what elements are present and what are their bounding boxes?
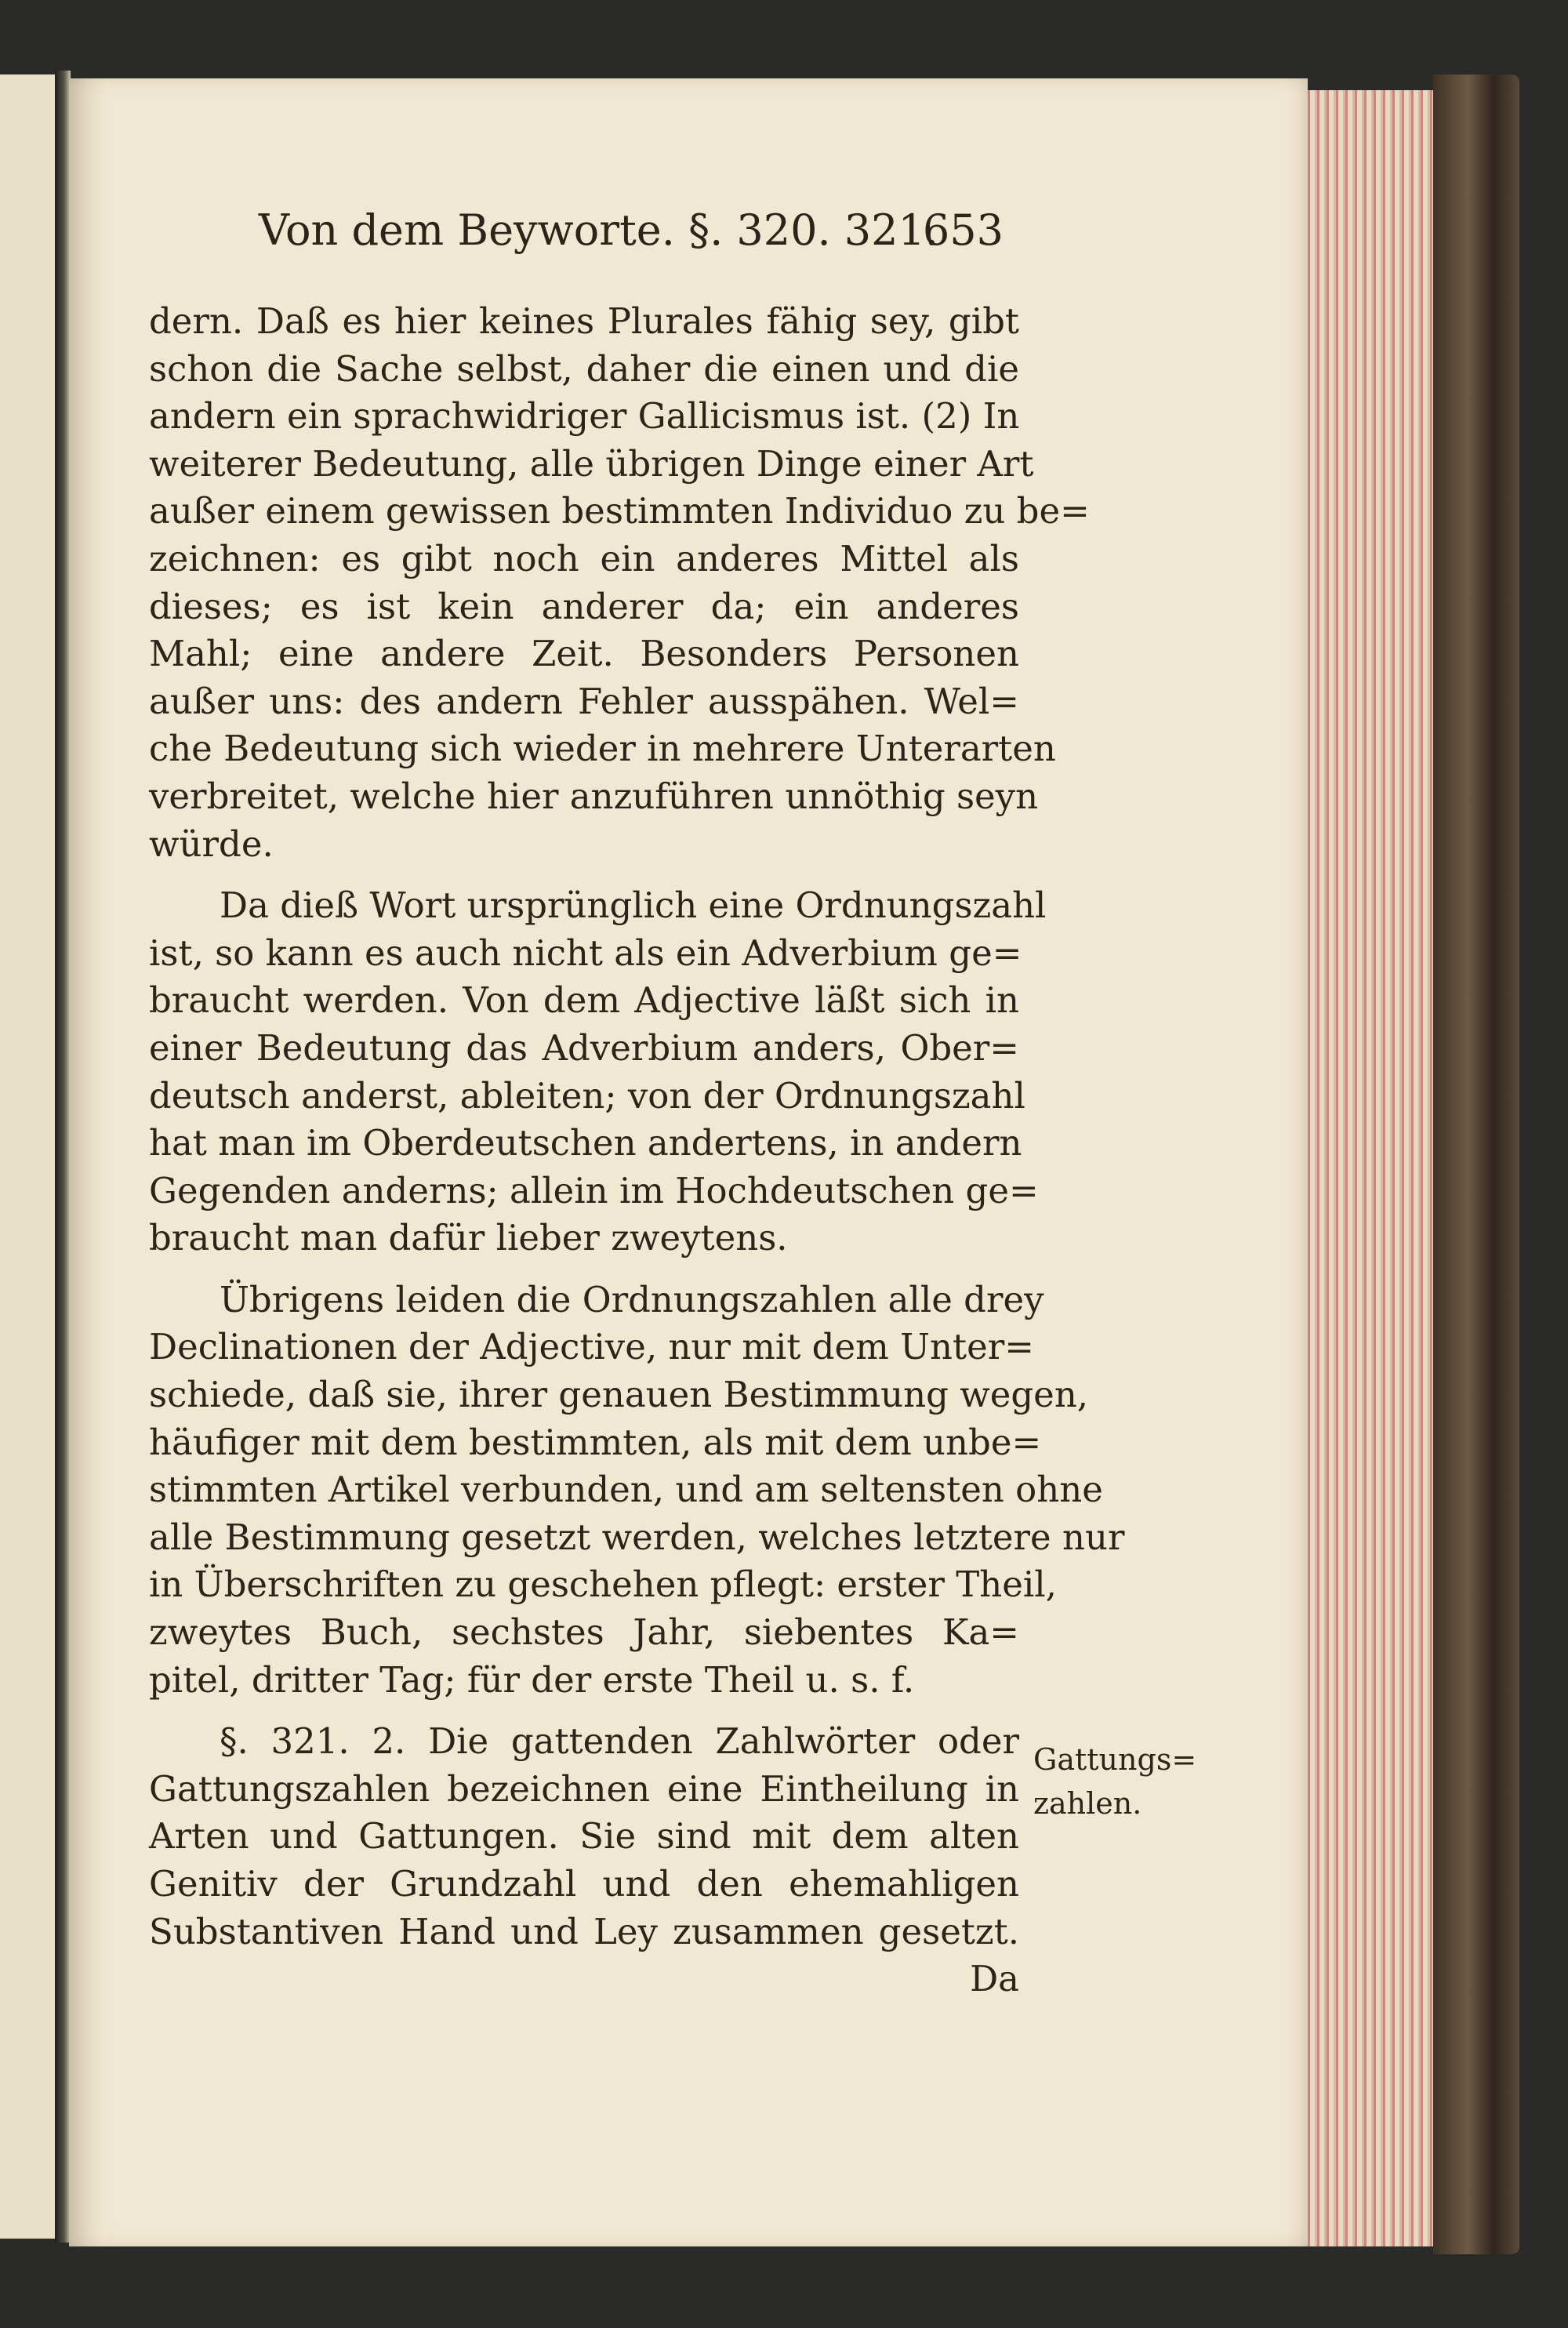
book-cover [1433, 74, 1519, 2254]
text-line: Da dieß Wort ursprünglich eine Ordnungszahl [220, 884, 1047, 927]
text-line: einer Bedeutung das Adverbium anders, Ober= [149, 1026, 1019, 1069]
paragraph [149, 882, 1047, 1262]
page-edges [1308, 90, 1436, 2246]
text-line: Genitiv der Grundzahl und den ehemahligen [149, 1863, 1019, 1905]
text-line: verbreitet, welche hier anzuführen unnöthig seyn [149, 775, 1039, 817]
text-line: Gattungszahlen bezeichnen eine Eintheilung in [149, 1767, 1019, 1810]
margin-note-line: Gattungs= [1033, 1742, 1197, 1777]
text-line: außer einem gewissen bestimmten Individuo zu be= [149, 490, 1090, 532]
text-line: außer uns: des andern Fehler ausspähen. Wel= [149, 680, 1019, 722]
book-gutter [55, 71, 71, 2243]
facing-page-edge [0, 74, 58, 2239]
paragraph [149, 1718, 1019, 1956]
text-line: schon die Sache selbst, daher die einen und die [149, 347, 1019, 390]
text-line: deutsch anderst, ableiten; von der Ordnungszahl [149, 1074, 1025, 1117]
running-header [259, 205, 1004, 268]
text-line: Arten und Gattungen. Sie sind mit dem alten [149, 1815, 1019, 1858]
text-line: zweytes Buch, sechstes Jahr, siebentes Ka= [149, 1611, 1019, 1654]
text-line: dern. Daß es hier keines Plurales fähig sey, gibt [149, 300, 1019, 342]
text-line: Substantiven Hand und Ley zusammen gesetzt. [149, 1910, 1019, 1952]
text-line: weiterer Bedeutung, alle übrigen Dinge einer Art [149, 442, 1034, 485]
margin-note [1033, 1738, 1197, 1825]
text-line: braucht werden. Von dem Adjective läßt sich in [149, 979, 1019, 1022]
text-line: alle Bestimmung gesetzt werden, welches letztere nur [149, 1516, 1125, 1558]
text-line: che Bedeutung sich wieder in mehrere Unterarten [149, 728, 1056, 770]
text-line: §. 321. 2. Die gattenden Zahlwörter oder [220, 1720, 1019, 1763]
text-line: dieses; es ist kein anderer da; ein anderes [149, 585, 1019, 627]
text-line: Declinationen der Adjective, nur mit dem Unter= [149, 1326, 1034, 1368]
catchword: Da [970, 1958, 1019, 2000]
page-number: 653 [922, 205, 1004, 255]
text-line: stimmten Artikel verbunden, und am seltensten ohne [149, 1469, 1103, 1511]
text-line: schiede, daß sie, ihrer genauen Bestimmung wegen, [149, 1374, 1089, 1416]
text-line: häufiger mit dem bestimmten, als mit dem unbe= [149, 1421, 1042, 1463]
text-line: Übrigens leiden die Ordnungszahlen alle drey [220, 1278, 1044, 1320]
paragraph [149, 1277, 1125, 1704]
text-line: zeichnen: es gibt noch ein anderes Mittel als [149, 537, 1019, 579]
paragraph [149, 298, 1090, 868]
text-line: Gegenden anderns; allein im Hochdeutschen ge= [149, 1169, 1039, 1211]
margin-note-line: zahlen. [1033, 1786, 1142, 1821]
text-line: andern ein sprachwidriger Gallicismus ist. (2) In [149, 395, 1020, 438]
text-line: hat man im Oberdeutschen andertens, in andern [149, 1122, 1022, 1164]
text-line: pitel, dritter Tag; für der erste Theil u. s. f. [149, 1658, 915, 1701]
header-title: Von dem Beyworte. §. 320. 321. [259, 205, 939, 255]
text-line: ist, so kann es auch nicht als ein Adverbium ge= [149, 932, 1022, 974]
text-line: Mahl; eine andere Zeit. Besonders Personen [149, 633, 1019, 675]
text-line: braucht man dafür lieber zweytens. [149, 1217, 788, 1259]
text-line: in Überschriften zu geschehen pflegt: erster Theil, [149, 1564, 1057, 1606]
body-text [149, 298, 1125, 2003]
text-line: würde. [149, 823, 274, 865]
